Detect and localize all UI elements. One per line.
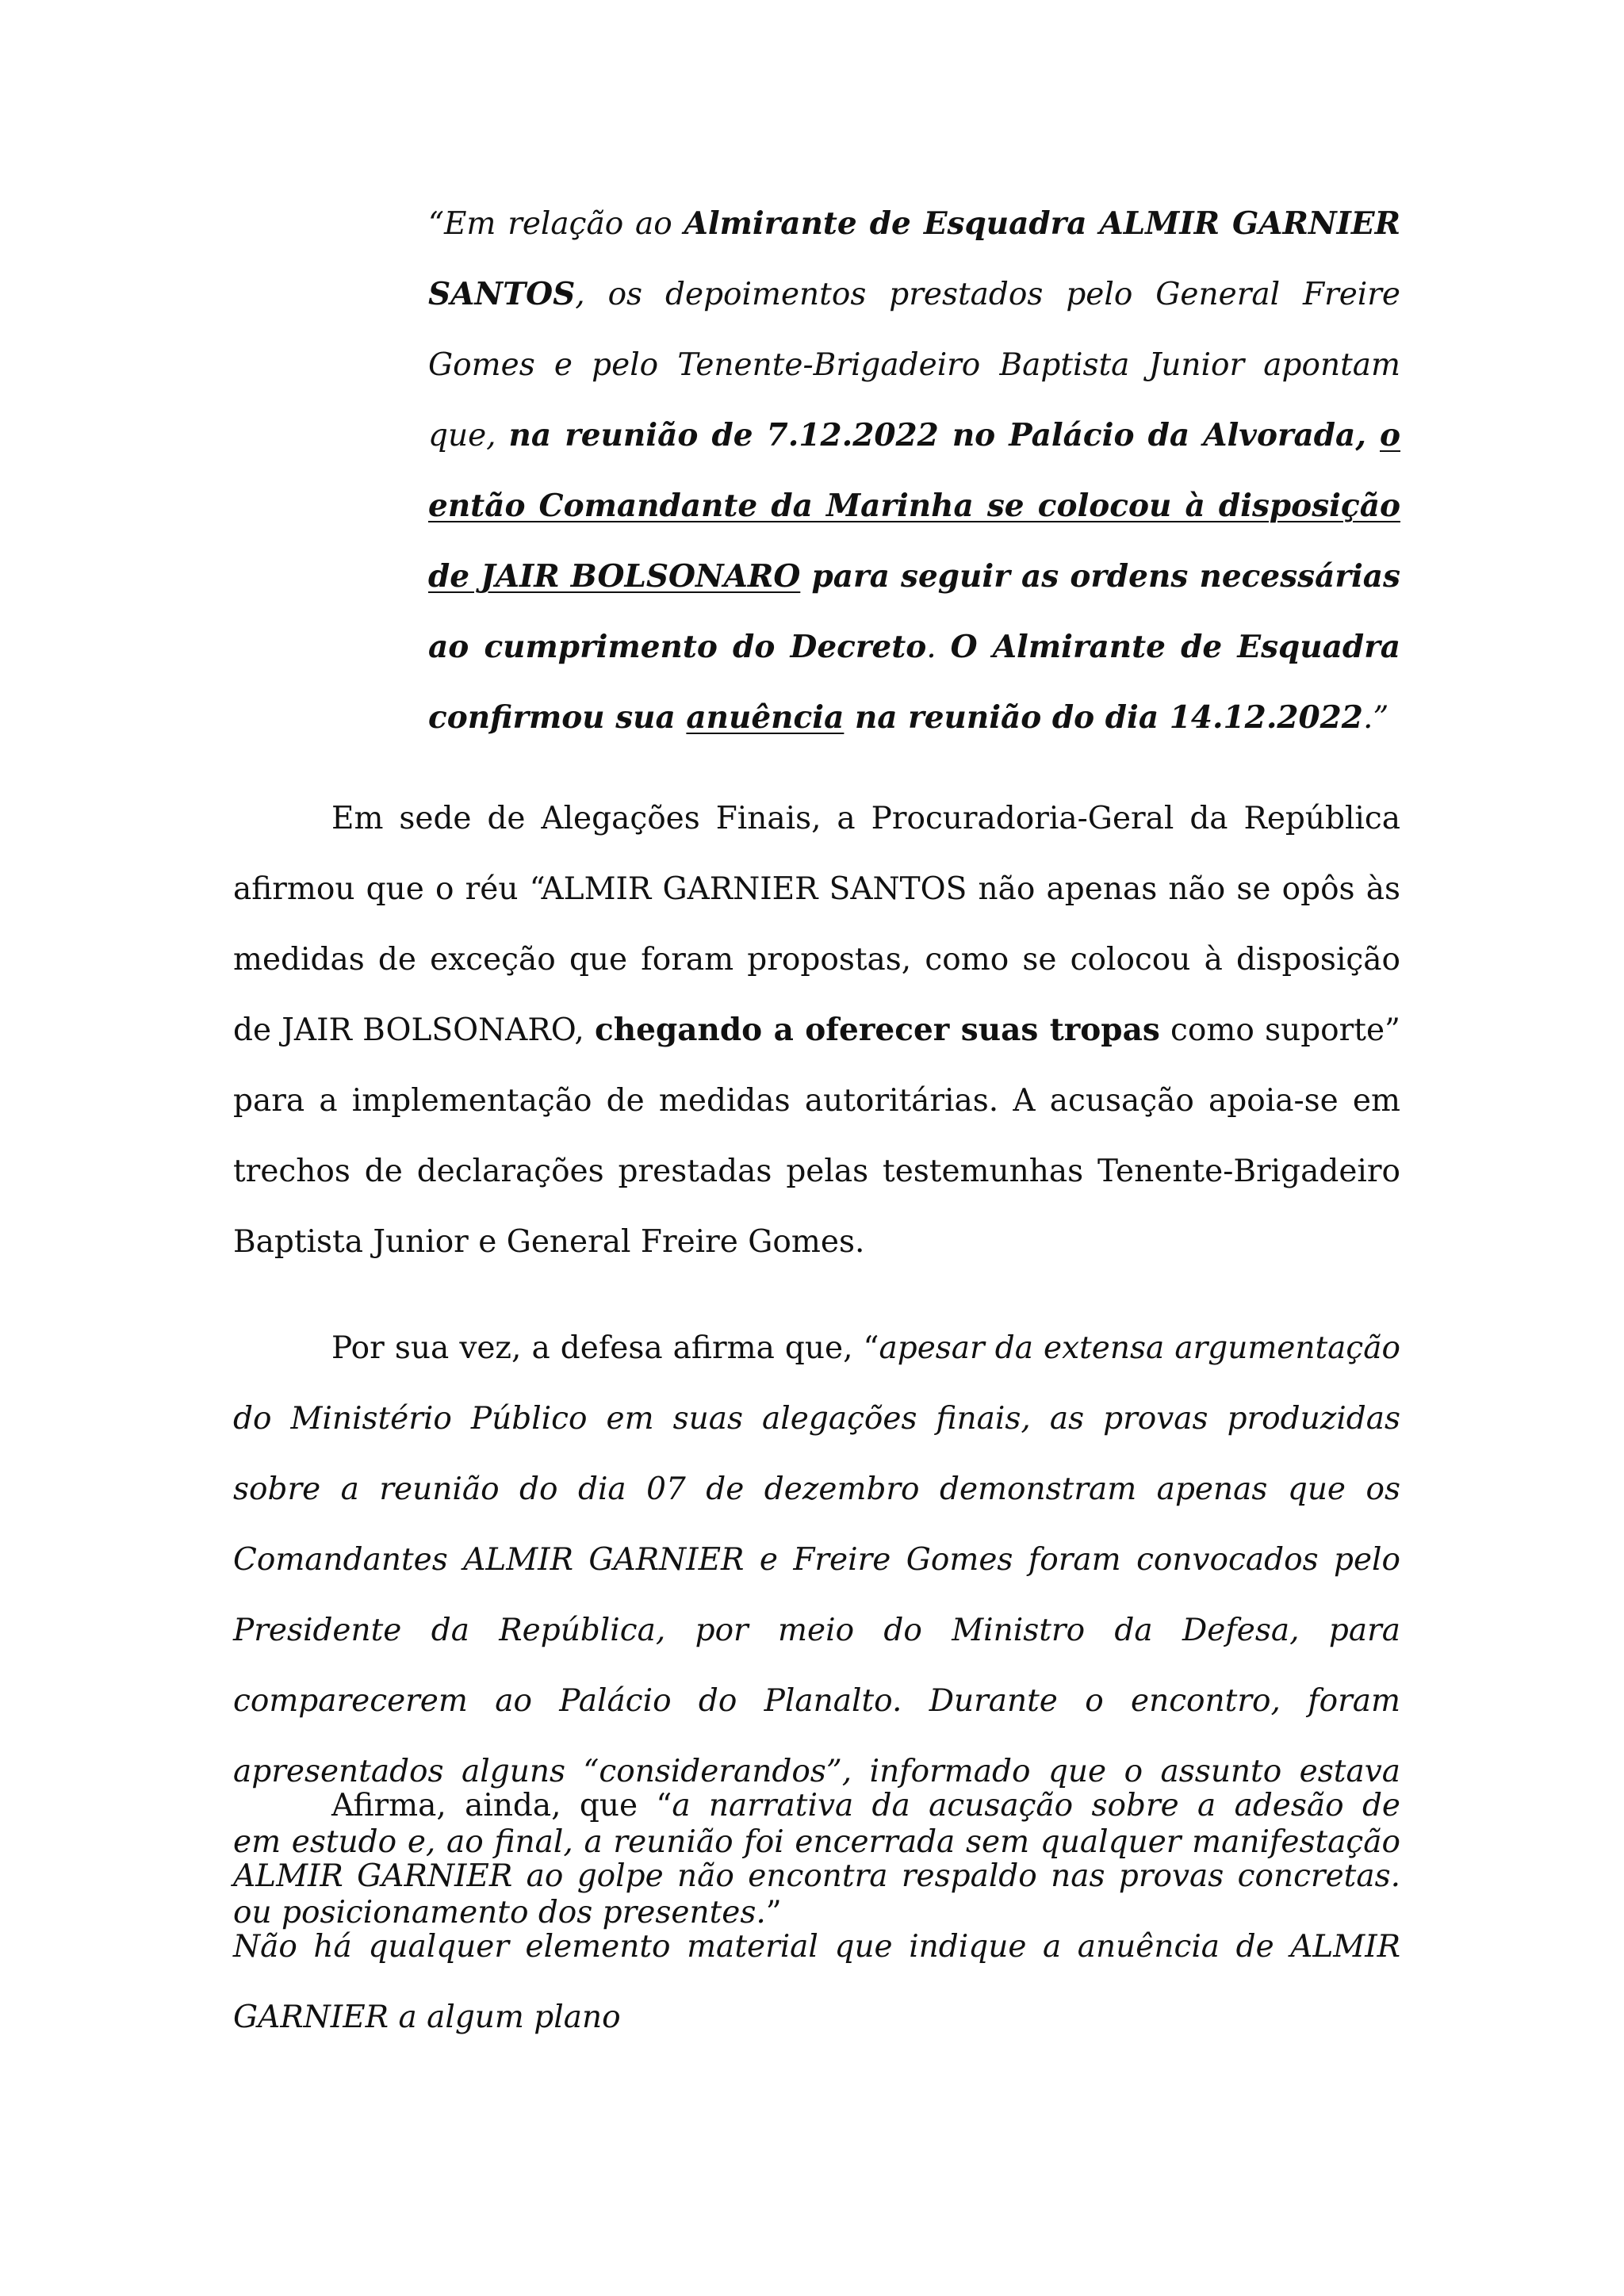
paragraph-final-allegations <box>233 783 1400 1277</box>
p3-italic-1: apesar da extensa argumentação do Ministério Público em suas alegações finais, as provas produzidas sobre a reunião do dia 07 de dezembro demonstram apenas que os Comandantes ALMIR GARNIER e Freire Gomes foram convocados pelo Presidente da República, por meio do Ministro da Defesa, para comparecerem ao Palácio do Planalto. Durante o encontro, foram apresentados alguns “considerandos”, informado que o assunto estava em estudo e, ao final, a reunião foi encerrada sem qualquer manifestação ou posicionamento dos presentes. <box>233 1330 1401 1931</box>
p3-text-1: Por sua vez, a defesa afirma que, “ <box>331 1330 879 1366</box>
quote-open-text: “Em relação ao <box>428 206 684 242</box>
quoted-paragraph <box>428 189 1400 753</box>
p4-text-1: Afirma, ainda, que “ <box>331 1788 672 1823</box>
p2-text-1: Em sede de Alegações Finais, a Procuradoria-Geral da República afirmou que o réu “ALMIR GARNIER SANTOS não apenas não se opôs às medidas de exceção que foram propostas, como se colocou à disposição de JAIR BOLSONARO, <box>233 801 1400 1048</box>
p3-text-2: ” <box>765 1895 782 1931</box>
quote-bold-underlined: o então Comandante da Marinha se colocou à disposição de JAIR BOLSONARO <box>428 417 1401 595</box>
quote-bold-2: para seguir as ordens necessárias ao cumprimento do Decreto <box>428 558 1400 665</box>
quote-bold-4: na reunião do dia 14.12.2022 <box>844 699 1363 736</box>
paragraph-defense-continued <box>233 1770 1400 2053</box>
quote-text-2: . <box>926 629 951 665</box>
quote-bold-1: na reunião de 7.12.2022 no Palácio da Alvorada, <box>508 417 1380 453</box>
quote-close: .” <box>1362 700 1389 736</box>
quote-name-bold: Almirante de Esquadra ALMIR GARNIER SANTOS <box>428 205 1400 312</box>
quote-text-1: , os depoimentos prestados pelo General Freire Gomes e pelo Tenente-Brigadeiro Baptista Junior apontam que, <box>428 277 1400 453</box>
p2-bold-1: chegando a oferecer suas tropas <box>595 1012 1160 1048</box>
quote-bold-3: O Almirante de Esquadra confirmou sua <box>428 629 1401 736</box>
p2-text-2: como suporte” para a implementação de medidas autoritárias. A acusação apoia-se em trechos de declarações prestadas pelas testemunhas Tenente-Brigadeiro Baptista Junior e General Freire Gomes. <box>233 1012 1400 1260</box>
p4-italic-1: a narrativa da acusação sobre a adesão de ALMIR GARNIER ao golpe não encontra respaldo nas provas concretas. Não há qualquer elemento material que indique a anuência de ALMIR GARNIER a algum plano <box>233 1788 1400 2035</box>
quote-bold-underlined-2: anuência <box>686 699 845 736</box>
